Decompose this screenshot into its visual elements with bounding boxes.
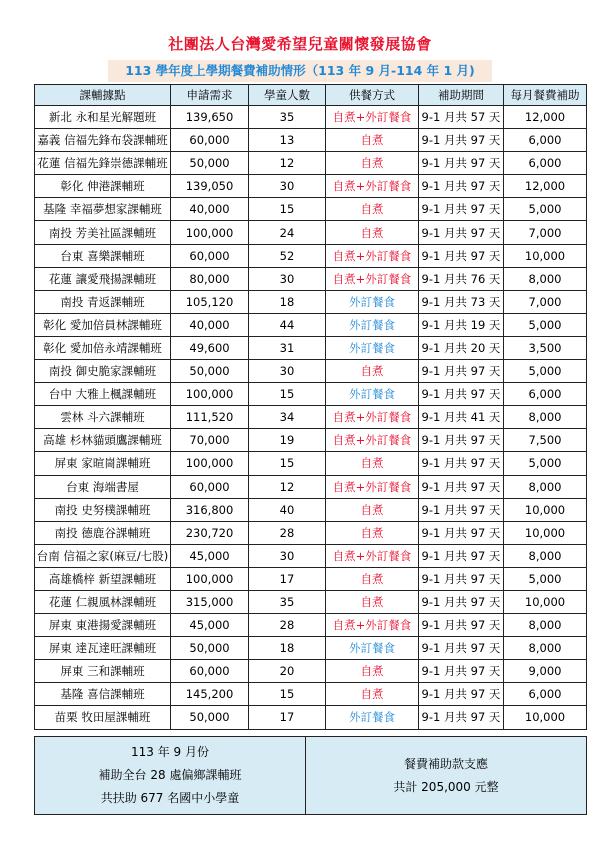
cell-site: 基隆 喜信課輔班 [35, 683, 171, 706]
cell-request: 50,000 [171, 637, 249, 660]
cell-site: 屏東 三和課輔班 [35, 660, 171, 683]
cell-monthly: 5,000 [504, 452, 587, 475]
summary-right [306, 737, 587, 815]
summary-footer [34, 736, 587, 815]
cell-period: 9-1 月共 97 天 [419, 544, 504, 567]
cell-meal: 自煮 [326, 198, 419, 221]
table-row [35, 290, 587, 313]
table-row [35, 336, 587, 359]
cell-site: 南投 德鹿谷課輔班 [35, 521, 171, 544]
cell-students: 31 [249, 336, 326, 359]
cell-site: 基隆 幸福夢想家課輔班 [35, 198, 171, 221]
cell-meal: 自煮+外訂餐食 [326, 544, 419, 567]
cell-meal: 自煮+外訂餐食 [326, 429, 419, 452]
cell-request: 49,600 [171, 336, 249, 359]
cell-students: 34 [249, 406, 326, 429]
cell-site: 苗栗 牧田屋課輔班 [35, 706, 171, 729]
cell-period: 9-1 月共 97 天 [419, 521, 504, 544]
cell-request: 100,000 [171, 221, 249, 244]
cell-students: 28 [249, 521, 326, 544]
cell-period: 9-1 月共 97 天 [419, 152, 504, 175]
cell-monthly: 5,000 [504, 360, 587, 383]
cell-site: 彰化 伸港課輔班 [35, 175, 171, 198]
cell-monthly: 7,500 [504, 429, 587, 452]
cell-meal: 自煮+外訂餐食 [326, 175, 419, 198]
cell-site: 台東 喜樂課輔班 [35, 244, 171, 267]
cell-meal: 自煮 [326, 129, 419, 152]
cell-period: 9-1 月共 97 天 [419, 475, 504, 498]
cell-monthly: 10,000 [504, 244, 587, 267]
cell-meal: 外訂餐食 [326, 383, 419, 406]
cell-meal: 自煮 [326, 452, 419, 475]
cell-monthly: 10,000 [504, 590, 587, 613]
table-row [35, 360, 587, 383]
cell-site: 新北 永和星光解題班 [35, 106, 171, 129]
cell-site: 屏東 家暄崗課輔班 [35, 452, 171, 475]
cell-period: 9-1 月共 97 天 [419, 175, 504, 198]
cell-request: 315,000 [171, 590, 249, 613]
cell-students: 18 [249, 290, 326, 313]
cell-period: 9-1 月共 97 天 [419, 198, 504, 221]
cell-request: 316,800 [171, 498, 249, 521]
cell-meal: 自煮+外訂餐食 [326, 406, 419, 429]
cell-site: 屏東 東港揚愛課輔班 [35, 614, 171, 637]
cell-period: 9-1 月共 97 天 [419, 660, 504, 683]
cell-monthly: 10,000 [504, 706, 587, 729]
cell-request: 139,050 [171, 175, 249, 198]
cell-period: 9-1 月共 97 天 [419, 614, 504, 637]
cell-students: 20 [249, 660, 326, 683]
cell-site: 南投 芳美社區課輔班 [35, 221, 171, 244]
table-row [35, 498, 587, 521]
cell-meal: 自煮+外訂餐食 [326, 475, 419, 498]
cell-monthly: 6,000 [504, 152, 587, 175]
cell-period: 9-1 月共 19 天 [419, 313, 504, 336]
cell-meal: 自煮+外訂餐食 [326, 267, 419, 290]
cell-site: 台中 大雅上楓課輔班 [35, 383, 171, 406]
cell-monthly: 5,000 [504, 567, 587, 590]
cell-request: 40,000 [171, 313, 249, 336]
cell-request: 60,000 [171, 660, 249, 683]
cell-request: 105,120 [171, 290, 249, 313]
cell-monthly: 9,000 [504, 660, 587, 683]
cell-monthly: 12,000 [504, 175, 587, 198]
cell-request: 70,000 [171, 429, 249, 452]
cell-period: 9-1 月共 20 天 [419, 336, 504, 359]
cell-students: 17 [249, 706, 326, 729]
summary-sites: 補助全台 28 處偏鄉課輔班 [98, 768, 242, 782]
document-subtitle: 113 學年度上學期餐費補助情形（113 年 9 月-114 年 1 月) [108, 60, 492, 82]
table-row [35, 614, 587, 637]
summary-children: 共扶助 677 名國中小學童 [100, 791, 240, 805]
cell-meal: 自煮 [326, 498, 419, 521]
cell-monthly: 10,000 [504, 498, 587, 521]
cell-students: 44 [249, 313, 326, 336]
cell-meal: 自煮 [326, 521, 419, 544]
cell-site: 台南 信福之家(麻豆/七股) [35, 544, 171, 567]
cell-monthly: 8,000 [504, 544, 587, 567]
cell-monthly: 8,000 [504, 475, 587, 498]
cell-period: 9-1 月共 76 天 [419, 267, 504, 290]
table-row [35, 129, 587, 152]
cell-site: 嘉義 信福先鋒布袋課輔班 [35, 129, 171, 152]
table-row [35, 406, 587, 429]
cell-site: 南投 史努樸課輔班 [35, 498, 171, 521]
cell-monthly: 5,000 [504, 313, 587, 336]
table-row [35, 106, 587, 129]
table-row [35, 521, 587, 544]
table-row [35, 383, 587, 406]
cell-period: 9-1 月共 97 天 [419, 452, 504, 475]
cell-request: 111,520 [171, 406, 249, 429]
table-row [35, 706, 587, 729]
cell-site: 花蓮 仁親風林課輔班 [35, 590, 171, 613]
cell-period: 9-1 月共 97 天 [419, 383, 504, 406]
cell-period: 9-1 月共 97 天 [419, 590, 504, 613]
cell-monthly: 8,000 [504, 267, 587, 290]
cell-students: 13 [249, 129, 326, 152]
cell-students: 15 [249, 198, 326, 221]
cell-site: 高雄 杉林貓頭鷹課輔班 [35, 429, 171, 452]
cell-students: 35 [249, 106, 326, 129]
cell-period: 9-1 月共 41 天 [419, 406, 504, 429]
cell-period: 9-1 月共 57 天 [419, 106, 504, 129]
summary-total: 共計 205,000 元整 [393, 779, 499, 794]
cell-meal: 自煮 [326, 152, 419, 175]
cell-meal: 自煮 [326, 360, 419, 383]
summary-left [35, 737, 306, 815]
cell-meal: 外訂餐食 [326, 336, 419, 359]
cell-site: 彰化 愛加倍永靖課輔班 [35, 336, 171, 359]
cell-meal: 自煮 [326, 221, 419, 244]
cell-period: 9-1 月共 97 天 [419, 429, 504, 452]
cell-request: 100,000 [171, 452, 249, 475]
cell-students: 30 [249, 175, 326, 198]
cell-site: 台東 海端書屋 [35, 475, 171, 498]
summary-month: 113 年 9 月份 [131, 745, 209, 759]
cell-monthly: 5,000 [504, 198, 587, 221]
cell-period: 9-1 月共 97 天 [419, 360, 504, 383]
cell-students: 24 [249, 221, 326, 244]
cell-meal: 自煮 [326, 660, 419, 683]
cell-students: 12 [249, 475, 326, 498]
cell-period: 9-1 月共 97 天 [419, 498, 504, 521]
cell-request: 50,000 [171, 152, 249, 175]
header-period: 補助期間 [419, 85, 504, 106]
cell-period: 9-1 月共 97 天 [419, 637, 504, 660]
table-row [35, 267, 587, 290]
cell-period: 9-1 月共 97 天 [419, 221, 504, 244]
cell-period: 9-1 月共 97 天 [419, 567, 504, 590]
header-site: 課輔據點 [35, 85, 171, 106]
cell-monthly: 10,000 [504, 521, 587, 544]
cell-monthly: 8,000 [504, 637, 587, 660]
header-students: 學童人數 [249, 85, 326, 106]
table-row [35, 590, 587, 613]
table-row [35, 429, 587, 452]
cell-monthly: 6,000 [504, 129, 587, 152]
cell-request: 145,200 [171, 683, 249, 706]
cell-request: 100,000 [171, 383, 249, 406]
table-row [35, 221, 587, 244]
cell-monthly: 12,000 [504, 106, 587, 129]
subsidy-table [34, 84, 587, 730]
cell-period: 9-1 月共 97 天 [419, 683, 504, 706]
cell-students: 17 [249, 567, 326, 590]
cell-request: 50,000 [171, 360, 249, 383]
summary-funding-source: 餐費補助款支應 [403, 756, 488, 771]
cell-site: 花蓮 讓愛飛揚課輔班 [35, 267, 171, 290]
header-monthly: 每月餐費補助 [504, 85, 587, 106]
table-row [35, 683, 587, 706]
cell-request: 139,650 [171, 106, 249, 129]
table-header-row [35, 85, 587, 106]
cell-meal: 自煮 [326, 590, 419, 613]
cell-period: 9-1 月共 97 天 [419, 244, 504, 267]
cell-request: 60,000 [171, 129, 249, 152]
cell-meal: 外訂餐食 [326, 290, 419, 313]
document-title: 社團法人台灣愛希望兒童關懷發展協會 [168, 35, 432, 53]
cell-students: 52 [249, 244, 326, 267]
cell-site: 彰化 愛加倍員林課輔班 [35, 313, 171, 336]
table-row [35, 175, 587, 198]
table-row [35, 313, 587, 336]
cell-students: 12 [249, 152, 326, 175]
cell-request: 80,000 [171, 267, 249, 290]
cell-students: 40 [249, 498, 326, 521]
cell-meal: 自煮+外訂餐食 [326, 106, 419, 129]
table-row [35, 452, 587, 475]
cell-monthly: 7,000 [504, 290, 587, 313]
cell-students: 30 [249, 360, 326, 383]
cell-students: 18 [249, 637, 326, 660]
cell-site: 雲林 斗六課輔班 [35, 406, 171, 429]
table-row [35, 244, 587, 267]
cell-meal: 自煮+外訂餐食 [326, 244, 419, 267]
cell-monthly: 8,000 [504, 406, 587, 429]
table-row [35, 660, 587, 683]
cell-students: 15 [249, 683, 326, 706]
cell-period: 9-1 月共 97 天 [419, 129, 504, 152]
cell-monthly: 8,000 [504, 614, 587, 637]
table-row [35, 544, 587, 567]
table-row [35, 475, 587, 498]
cell-site: 南投 御史脆家課輔班 [35, 360, 171, 383]
cell-request: 45,000 [171, 544, 249, 567]
cell-students: 19 [249, 429, 326, 452]
table-row [35, 567, 587, 590]
cell-meal: 外訂餐食 [326, 637, 419, 660]
header-request: 申請需求 [171, 85, 249, 106]
cell-request: 60,000 [171, 244, 249, 267]
table-body [35, 106, 587, 730]
cell-students: 30 [249, 544, 326, 567]
cell-students: 15 [249, 383, 326, 406]
cell-request: 45,000 [171, 614, 249, 637]
table-row [35, 198, 587, 221]
cell-students: 35 [249, 590, 326, 613]
cell-students: 28 [249, 614, 326, 637]
cell-students: 30 [249, 267, 326, 290]
cell-period: 9-1 月共 97 天 [419, 706, 504, 729]
cell-request: 100,000 [171, 567, 249, 590]
table-row [35, 152, 587, 175]
cell-site: 屏東 達瓦達旺課輔班 [35, 637, 171, 660]
cell-meal: 自煮 [326, 567, 419, 590]
cell-monthly: 3,500 [504, 336, 587, 359]
cell-students: 15 [249, 452, 326, 475]
cell-site: 花蓮 信福先鋒崇德課輔班 [35, 152, 171, 175]
header-meal: 供餐方式 [326, 85, 419, 106]
cell-monthly: 6,000 [504, 383, 587, 406]
table-row [35, 637, 587, 660]
cell-meal: 自煮 [326, 683, 419, 706]
cell-site: 南投 青返課輔班 [35, 290, 171, 313]
cell-monthly: 7,000 [504, 221, 587, 244]
cell-meal: 自煮+外訂餐食 [326, 614, 419, 637]
cell-request: 230,720 [171, 521, 249, 544]
cell-request: 50,000 [171, 706, 249, 729]
cell-meal: 外訂餐食 [326, 706, 419, 729]
cell-meal: 外訂餐食 [326, 313, 419, 336]
cell-period: 9-1 月共 73 天 [419, 290, 504, 313]
cell-request: 40,000 [171, 198, 249, 221]
cell-site: 高雄橋梓 新望課輔班 [35, 567, 171, 590]
cell-request: 60,000 [171, 475, 249, 498]
cell-monthly: 6,000 [504, 683, 587, 706]
